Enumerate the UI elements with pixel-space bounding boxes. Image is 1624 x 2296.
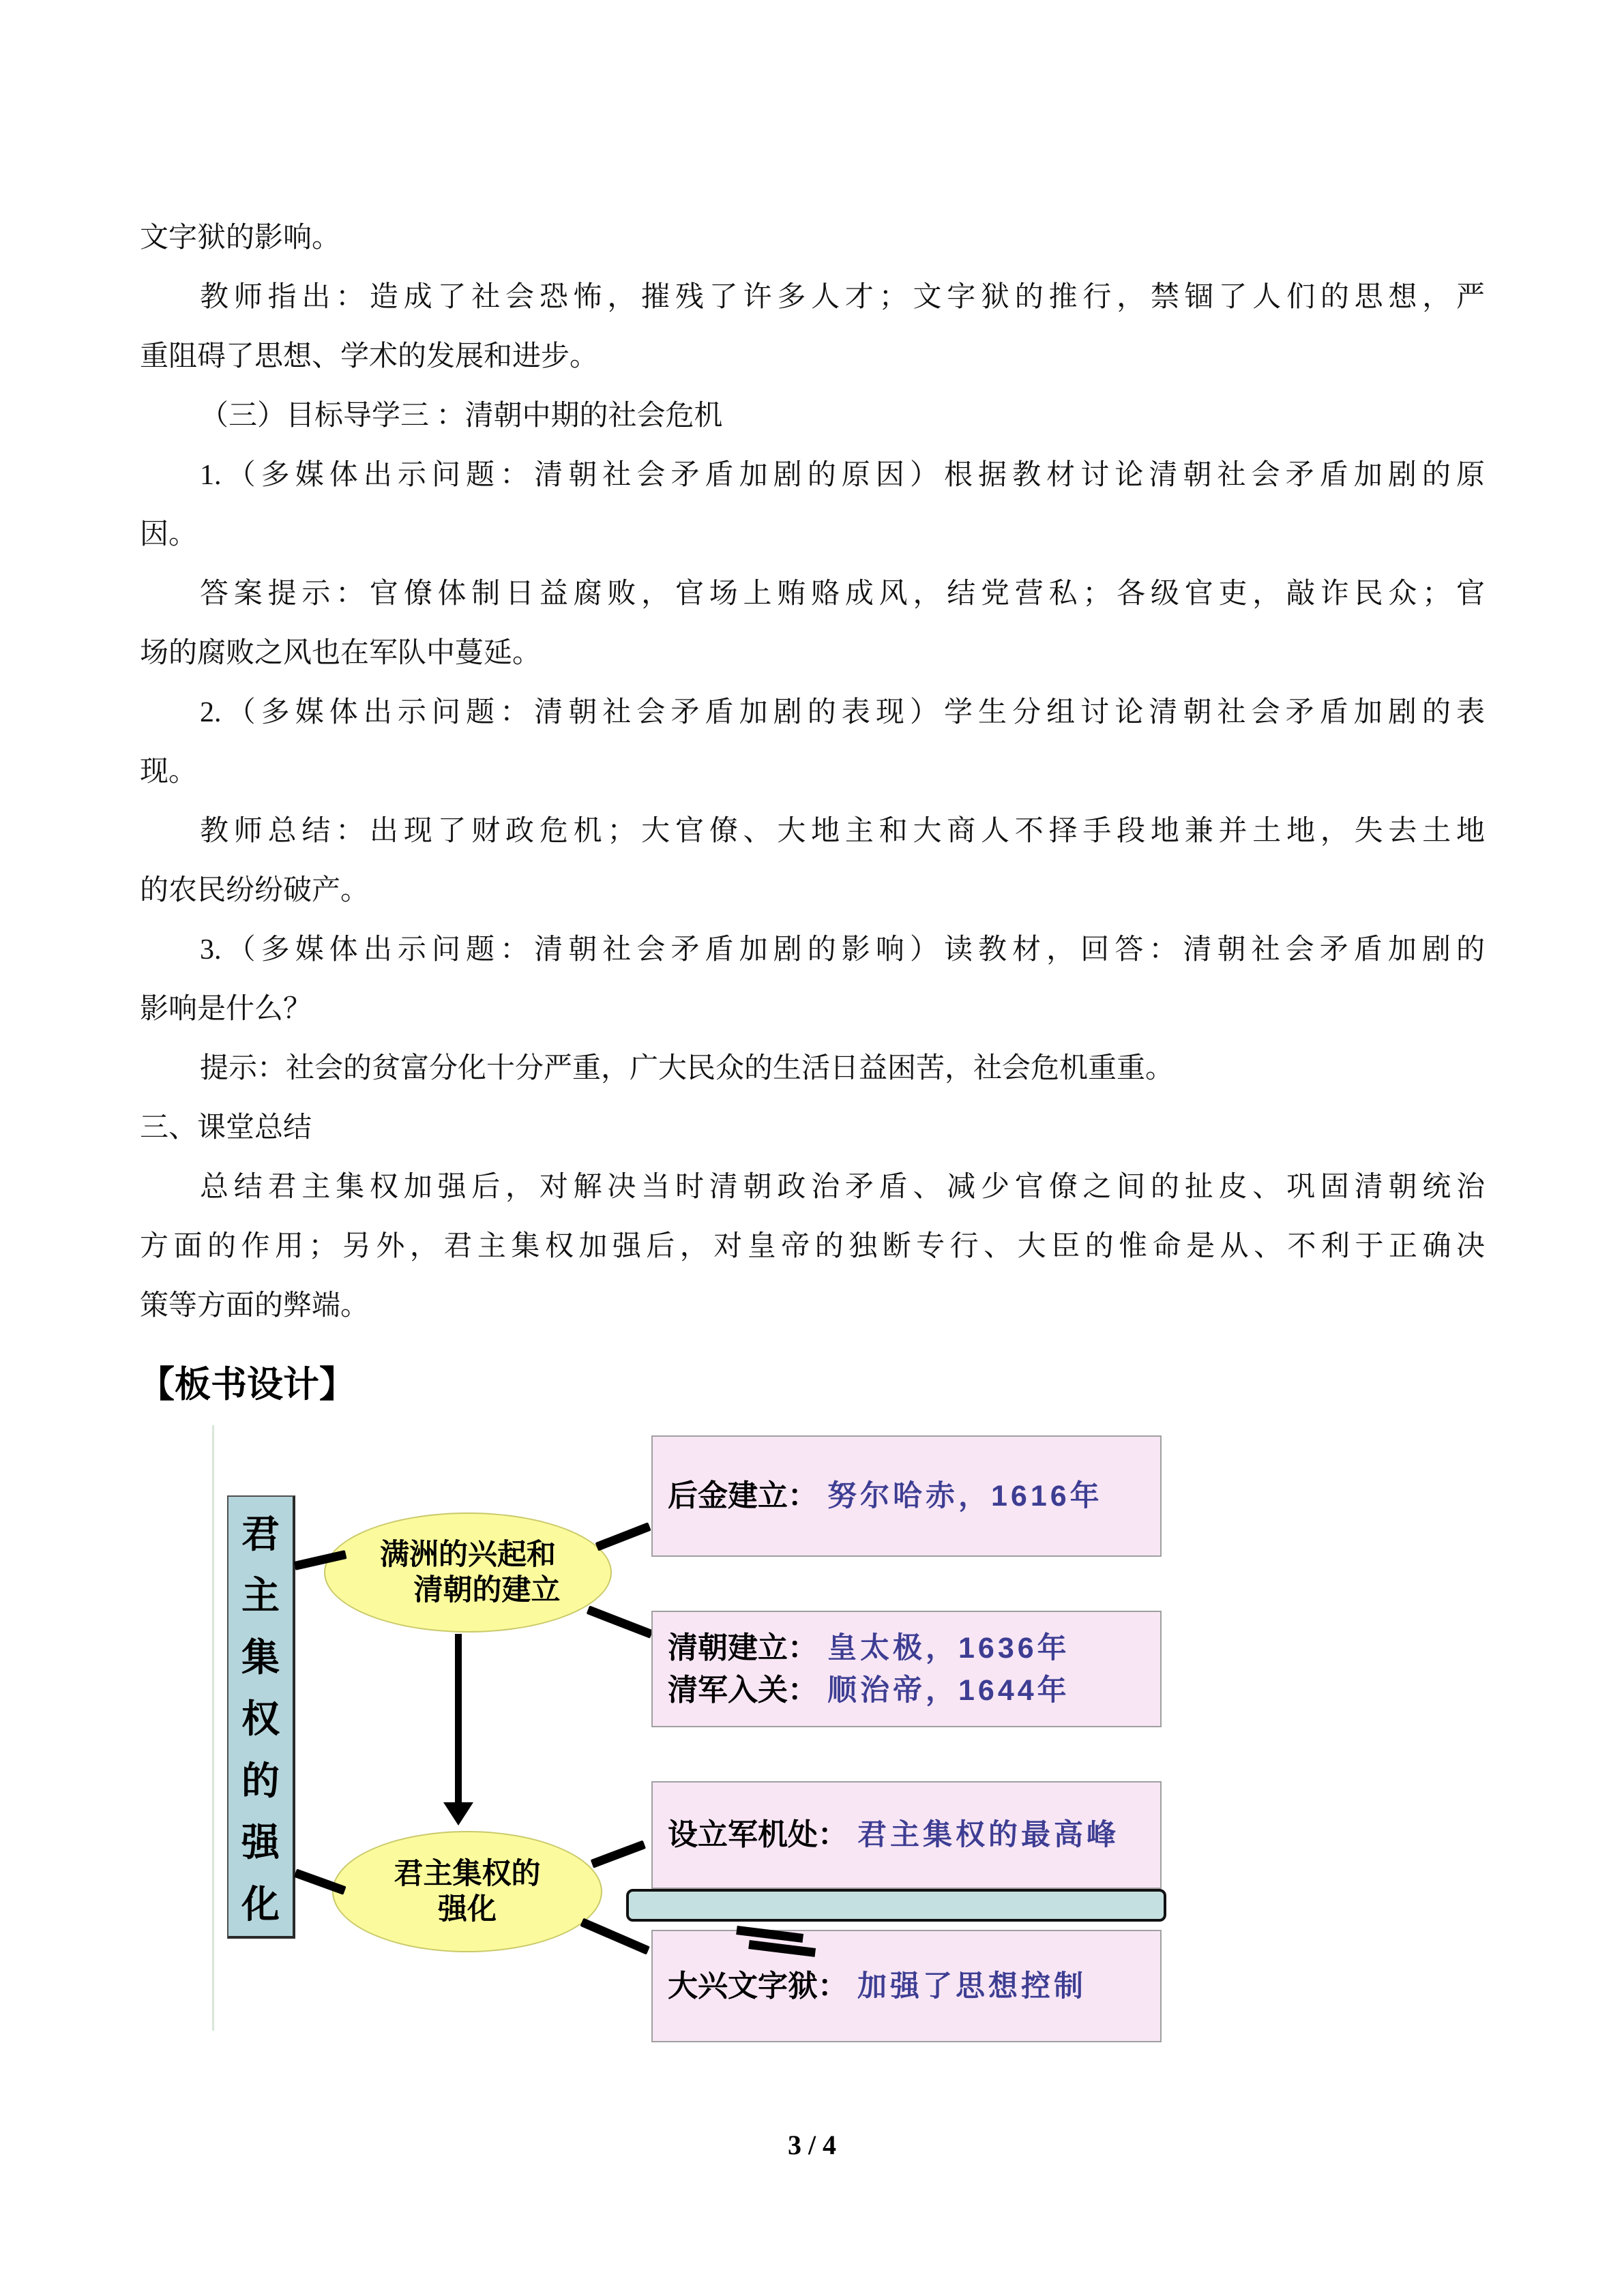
connector-line (580, 1918, 649, 1955)
highlight-bar (626, 1889, 1166, 1922)
page-number: 3 / 4 (787, 2130, 837, 2160)
body-text (140, 209, 1485, 1336)
text-line: 文字狱的影响。 (140, 222, 341, 254)
main-topic-bar (227, 1495, 295, 1939)
text-line: 教师指出：造成了社会恐怖，摧残了许多人才；文字狱的推行，禁锢了人们的思想，严 (200, 282, 1485, 313)
info-box-label: 后金建立： (668, 1479, 818, 1512)
info-box-row (668, 1814, 1160, 1856)
text-line: 策等方面的弊端。 (140, 1290, 370, 1322)
info-box-row (668, 1669, 1160, 1712)
info-box-houjin (651, 1435, 1162, 1557)
text-line: 因。 (140, 519, 198, 550)
down-arrow-icon (443, 1802, 473, 1825)
info-box-qing-founding (651, 1611, 1162, 1727)
connector-line (591, 1840, 646, 1868)
text-line: 的农民纷纷破产。 (140, 875, 370, 906)
text-line: 答案提示：官僚体制日益腐败，官场上贿赂成风，结党营私；各级官吏，敲诈民众；官 (200, 578, 1485, 610)
info-box-value: 加强了思想控制 (857, 1969, 1087, 2003)
text-line: 方面的作用；另外，君主集权加强后，对皇帝的独断专行、大臣的惟命是从、不利于正确决 (140, 1231, 1485, 1262)
diagram-left-guide-line (212, 1425, 214, 2031)
info-box-value: 皇太极，1636年 (827, 1631, 1070, 1665)
info-box-row (668, 1475, 1160, 1517)
text-line: 重阻碍了思想、学术的发展和进步。 (140, 341, 599, 372)
text-line: 总结君主集权加强后，对解决当时清朝政治矛盾、减少官僚之间的扯皮、巩固清朝统治 (200, 1172, 1485, 1203)
info-box-value: 顺治帝，1644年 (827, 1673, 1070, 1707)
ellipse-monarch-power (332, 1831, 602, 1952)
ellipse-manchu-rise (324, 1512, 612, 1632)
down-arrow-icon (455, 1634, 462, 1804)
text-line: 场的腐败之风也在军队中蔓延。 (140, 638, 542, 669)
side-bar-char: 集 (241, 1635, 280, 1679)
info-box-value: 努尔哈赤，1616年 (827, 1480, 1103, 1512)
text-line: 三、课堂总结 (140, 1112, 312, 1144)
text-line: （三）目标导学三 ：清朝中期的社会危机 (200, 400, 723, 432)
info-box-junjichu (651, 1781, 1162, 1889)
text-line: 现。 (140, 756, 198, 788)
side-bar-char: 权 (241, 1697, 280, 1740)
side-bar-char: 君 (241, 1512, 280, 1555)
ellipse-text-line: 满洲的兴起和 (380, 1538, 556, 1571)
text-line: 教师总结：出现了财政危机；大官僚、大地主和大商人不择手段地兼并土地，失去土地 (200, 816, 1485, 847)
ellipse-text-line: 君主集权的 (394, 1858, 541, 1890)
board-design-heading: 【板书设计】 (138, 1365, 355, 1405)
ellipse-text-line: 清朝的建立 (413, 1574, 561, 1607)
info-box-label: 设立军机处： (668, 1818, 848, 1851)
side-bar-char: 主 (241, 1574, 280, 1617)
info-box-label: 清军入关： (668, 1673, 818, 1707)
connector-line (587, 1605, 653, 1638)
text-line: 2.（多媒体出示问题：清朝社会矛盾加剧的表现）学生分组讨论清朝社会矛盾加剧的表 (200, 697, 1485, 728)
text-line: 1.（多媒体出示问题：清朝社会矛盾加剧的原因）根据教材讨论清朝社会矛盾加剧的原 (200, 460, 1485, 491)
info-box-label: 清朝建立： (668, 1630, 818, 1665)
info-box-value: 君主集权的最高峰 (857, 1819, 1119, 1851)
side-bar-char: 强 (241, 1821, 280, 1864)
info-box-label: 大兴文字狱： (668, 1969, 848, 2003)
side-bar-char: 的 (241, 1759, 280, 1802)
info-box-row (668, 1627, 1160, 1669)
ellipse-text-line: 强化 (438, 1893, 497, 1926)
text-line: 影响是什么？ (140, 994, 312, 1025)
text-line: 提示：社会的贫富分化十分严重，广大民众的生活日益困苦，社会危机重重。 (200, 1053, 1175, 1084)
text-line: 3.（多媒体出示问题：清朝社会矛盾加剧的影响）读教材，回答：清朝社会矛盾加剧的 (200, 934, 1485, 966)
info-box-wenziyu (651, 1930, 1162, 2042)
info-box-row (668, 1965, 1160, 2008)
side-bar-char: 化 (241, 1882, 280, 1926)
board-design-diagram (211, 1422, 1173, 2093)
